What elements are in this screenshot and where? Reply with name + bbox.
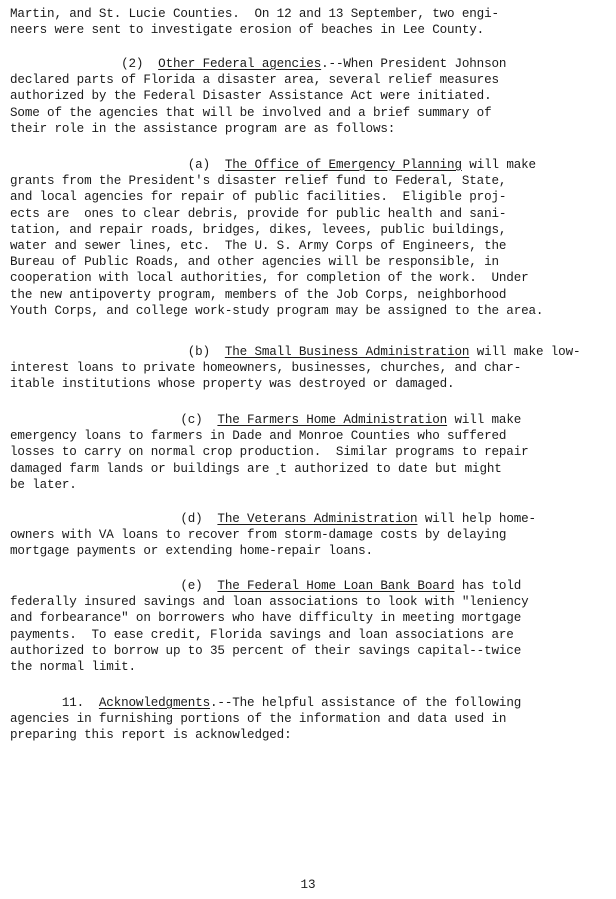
text-line [10, 412, 610, 428]
text-line: payments. To ease credit, Florida savings and loan associations are [10, 627, 514, 642]
text-line: neers were sent to investigate erosion of beaches in Lee County. [10, 23, 485, 38]
line-suffix: .--The helpful assistance of the following [210, 696, 522, 710]
text-line [10, 511, 610, 527]
section-heading: The Federal Home Loan Bank Board [217, 579, 455, 593]
text-line: be later. [10, 477, 77, 492]
text-line: authorized to borrow up to 35 percent of their savings capital--twice [10, 643, 522, 658]
section-heading: Other Federal agencies [158, 57, 322, 71]
line-prefix: (b) [10, 345, 225, 359]
text-line [10, 157, 610, 173]
text-line: losses to carry on normal crop production. Similar programs to repair [10, 445, 529, 460]
paragraph-fha [10, 412, 610, 493]
line-prefix: (d) [10, 512, 218, 526]
line-suffix: .--When President Johnson [321, 57, 507, 71]
paragraph-va [10, 511, 610, 560]
text-line: water and sewer lines, etc. The U. S. Army Corps of Engineers, the [10, 238, 507, 253]
text-line [10, 56, 610, 72]
text-line: and forbearance" on borrowers who have difficulty in meeting mortgage [10, 611, 522, 626]
text-line: grants from the President's disaster relief fund to Federal, State, [10, 174, 507, 189]
text-line: preparing this report is acknowledged: [10, 728, 292, 743]
section-heading: The Farmers Home Administration [217, 413, 448, 427]
text-line: Some of the agencies that will be involved and a brief summary of [10, 105, 492, 120]
text-line [10, 578, 610, 594]
text-line: cooperation with local authorities, for completion of the work. Under [10, 271, 529, 286]
section-heading: Acknowledgments [98, 696, 211, 710]
section-heading: The Small Business Administration [224, 345, 470, 359]
line-suffix: has told [454, 579, 522, 593]
text-line: ects are ones to clear debris, provide for public health and sani- [10, 206, 507, 221]
line-suffix: will make low- [469, 345, 581, 359]
paragraph-ack [10, 695, 610, 744]
text-line: tation, and repair roads, bridges, dikes, levees, public buildings, [10, 222, 507, 237]
line-prefix: (a) [10, 158, 225, 172]
text-line: owners with VA loans to recover from storm-damage costs by delaying [10, 528, 507, 543]
text-line: itable institutions whose property was destroyed or damaged. [10, 377, 455, 392]
paragraph-oep [10, 157, 610, 319]
line-prefix: 11. [10, 696, 99, 710]
line-suffix: will make [461, 158, 536, 172]
line-prefix: (e) [10, 579, 218, 593]
paragraph-other-agencies [10, 56, 610, 137]
paragraph-intro [10, 6, 610, 38]
line-prefix: (c) [10, 413, 218, 427]
page-number: 13 [300, 878, 316, 892]
text-line: the normal limit. [10, 659, 136, 674]
line-prefix: (2) [10, 57, 159, 71]
text-line [10, 695, 610, 711]
text-line: their role in the assistance program are as follows: [10, 121, 396, 136]
text-line: Bureau of Public Roads, and other agencies will be responsible, in [10, 255, 499, 270]
section-heading: The Veterans Administration [217, 512, 418, 526]
section-heading: The Office of Emergency Planning [224, 158, 462, 172]
text-line: mortgage payments or extending home-repair loans. [10, 544, 373, 559]
text-line: Martin, and St. Lucie Counties. On 12 and 13 September, two engi- [10, 7, 499, 21]
text-line: interest loans to private homeowners, businesses, churches, and char- [10, 361, 522, 376]
text-line: agencies in furnishing portions of the information and data used in [10, 712, 507, 727]
line-suffix: will help home- [417, 512, 536, 526]
text-line: and local agencies for repair of public facilities. Eligible proj- [10, 190, 507, 205]
text-line [10, 344, 610, 360]
text-line: Youth Corps, and college work-study program may be assigned to the area. [10, 303, 544, 318]
text-line: federally insured savings and loan associations to look with "leniency [10, 595, 529, 610]
text-line: emergency loans to farmers in Dade and Monroe Counties who suffered [10, 429, 507, 444]
line-suffix: will make [447, 413, 522, 427]
text-line: authorized by the Federal Disaster Assistance Act were initiated. [10, 89, 492, 104]
paragraph-fhlbb [10, 578, 610, 675]
text-line: declared parts of Florida a disaster area, several relief measures [10, 73, 499, 88]
text-line: the new antipoverty program, members of the Job Corps, neighborhood [10, 287, 507, 302]
text-line: damaged farm lands or buildings are ⸼t authorized to date but might [10, 461, 502, 476]
paragraph-sba [10, 344, 610, 393]
